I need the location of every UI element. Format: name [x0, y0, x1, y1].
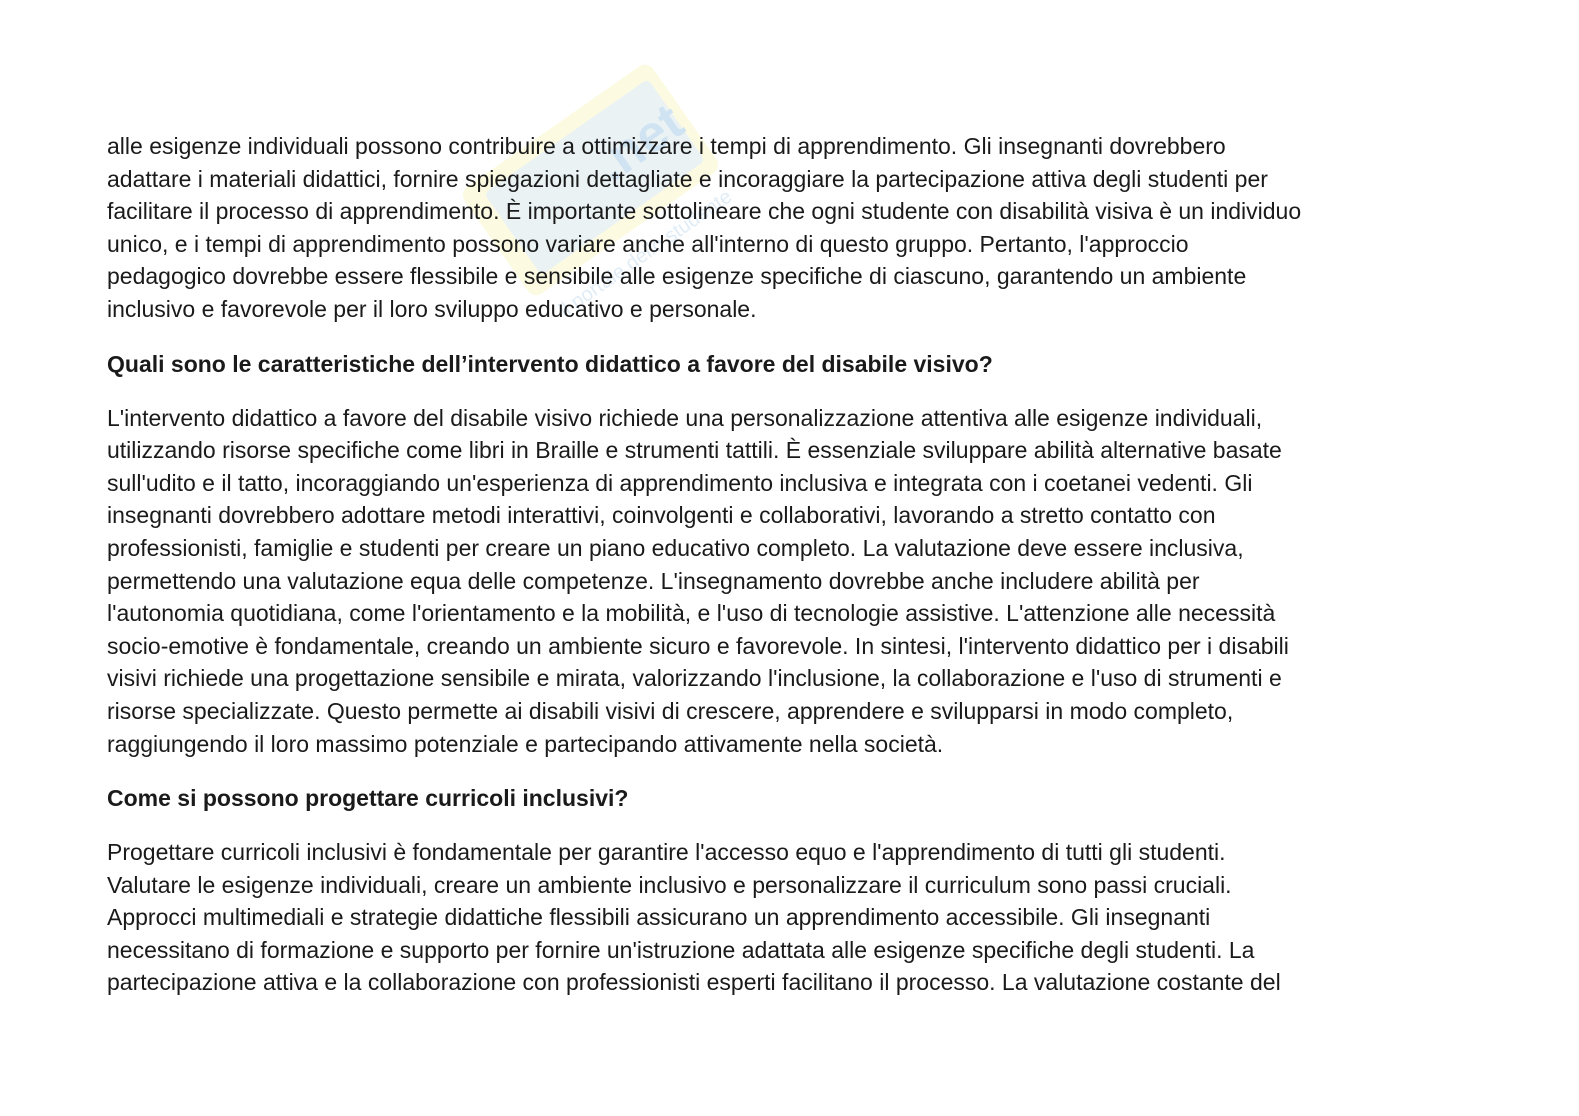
- paragraph-line: L'intervento didattico a favore del disabile visivo richiede una personalizzazione attentiva alle esigenze individuali,: [107, 404, 1263, 431]
- paragraph-line: l'autonomia quotidiana, come l'orientamento e la mobilità, e l'uso di tecnologie assistive. L'attenzione alle necessità: [107, 600, 1276, 627]
- watermark-subtext: il portale dello studente: [555, 185, 737, 322]
- paragraph-line: visivi richiede una progettazione sensibile e mirata, valorizzando l'inclusione, la collaborazione e l'uso di strumenti e: [107, 665, 1282, 692]
- paragraph-line: pedagogico dovrebbe essere flessibile e sensibile alle esigenze specifiche di ciascuno, garantendo un ambiente: [107, 263, 1247, 290]
- paragraph-line: adattare i materiali didattici, fornire spiegazioni dettagliate e incoraggiare la partecipazione attiva degli studenti per: [107, 165, 1268, 192]
- paragraph-line: professionisti, famiglie e studenti per creare un piano educativo completo. La valutazione deve essere inclusiva,: [107, 534, 1244, 561]
- watermark-text: .net: [584, 92, 694, 194]
- paragraph-line: utilizzando risorse specifiche come libri in Braille e strumenti tattili. È essenziale sviluppare abilità alternative basate: [107, 437, 1282, 464]
- paragraph-line: risorse specializzate. Questo permette ai disabili visivi di crescere, apprendere e svilupparsi in modo completo,: [107, 697, 1234, 724]
- section-heading-2: Come si possono progettare curricoli inclusivi?: [107, 785, 629, 812]
- paragraph-line: partecipazione attiva e la collaborazione con professionisti esperti facilitano il processo. La valutazione costante del: [107, 969, 1281, 996]
- paragraph-line: facilitare il processo di apprendimento. È importante sottolineare che ogni studente con disabilità visiva è un individuo: [107, 198, 1302, 225]
- paragraph-line: unico, e i tempi di apprendimento possono variare anche all'interno di questo gruppo. Pertanto, l'approccio: [107, 230, 1189, 257]
- paragraph-line: insegnanti dovrebbero adottare metodi interattivi, coinvolgenti e collaborativi, lavorando a stretto contatto con: [107, 502, 1216, 529]
- paragraph-line: raggiungendo il loro massimo potenziale e partecipando attivamente nella società.: [107, 730, 944, 757]
- section-heading-1: Quali sono le caratteristiche dell’intervento didattico a favore del disabile visivo?: [107, 350, 993, 377]
- paragraph-line: sull'udito e il tatto, incoraggiando un'esperienza di apprendimento inclusiva e integrata con i coetanei vedenti. Gli: [107, 469, 1253, 496]
- paragraph-line: alle esigenze individuali possono contribuire a ottimizzare i tempi di apprendimento. Gli insegnanti dovrebbero: [107, 133, 1226, 159]
- paragraph-line: socio-emotive è fondamentale, creando un ambiente sicuro e favorevole. In sintesi, l'intervento didattico per i disabili: [107, 632, 1289, 659]
- paragraph-line: inclusivo e favorevole per il loro sviluppo educativo e personale.: [107, 295, 757, 322]
- document-body: [107, 130, 1487, 999]
- paragraph-line: necessitano di formazione e supporto per fornire un'istruzione adattata alle esigenze specifiche degli studenti. La: [107, 936, 1255, 963]
- paragraph-1: [107, 130, 1487, 326]
- paragraph-line: Approcci multimediali e strategie didattiche flessibili assicurano un apprendimento accessibile. Gli insegnanti: [107, 904, 1211, 931]
- paragraph-3: [107, 836, 1487, 999]
- paragraph-line: Valutare le esigenze individuali, creare un ambiente inclusivo e personalizzare il curriculum sono passi cruciali.: [107, 871, 1232, 898]
- paragraph-2: [107, 402, 1487, 761]
- paragraph-line: permettendo una valutazione equa delle competenze. L'insegnamento dovrebbe anche includere abilità per: [107, 567, 1200, 594]
- paragraph-line: Progettare curricoli inclusivi è fondamentale per garantire l'accesso equo e l'apprendimento di tutti gli studenti.: [107, 839, 1226, 866]
